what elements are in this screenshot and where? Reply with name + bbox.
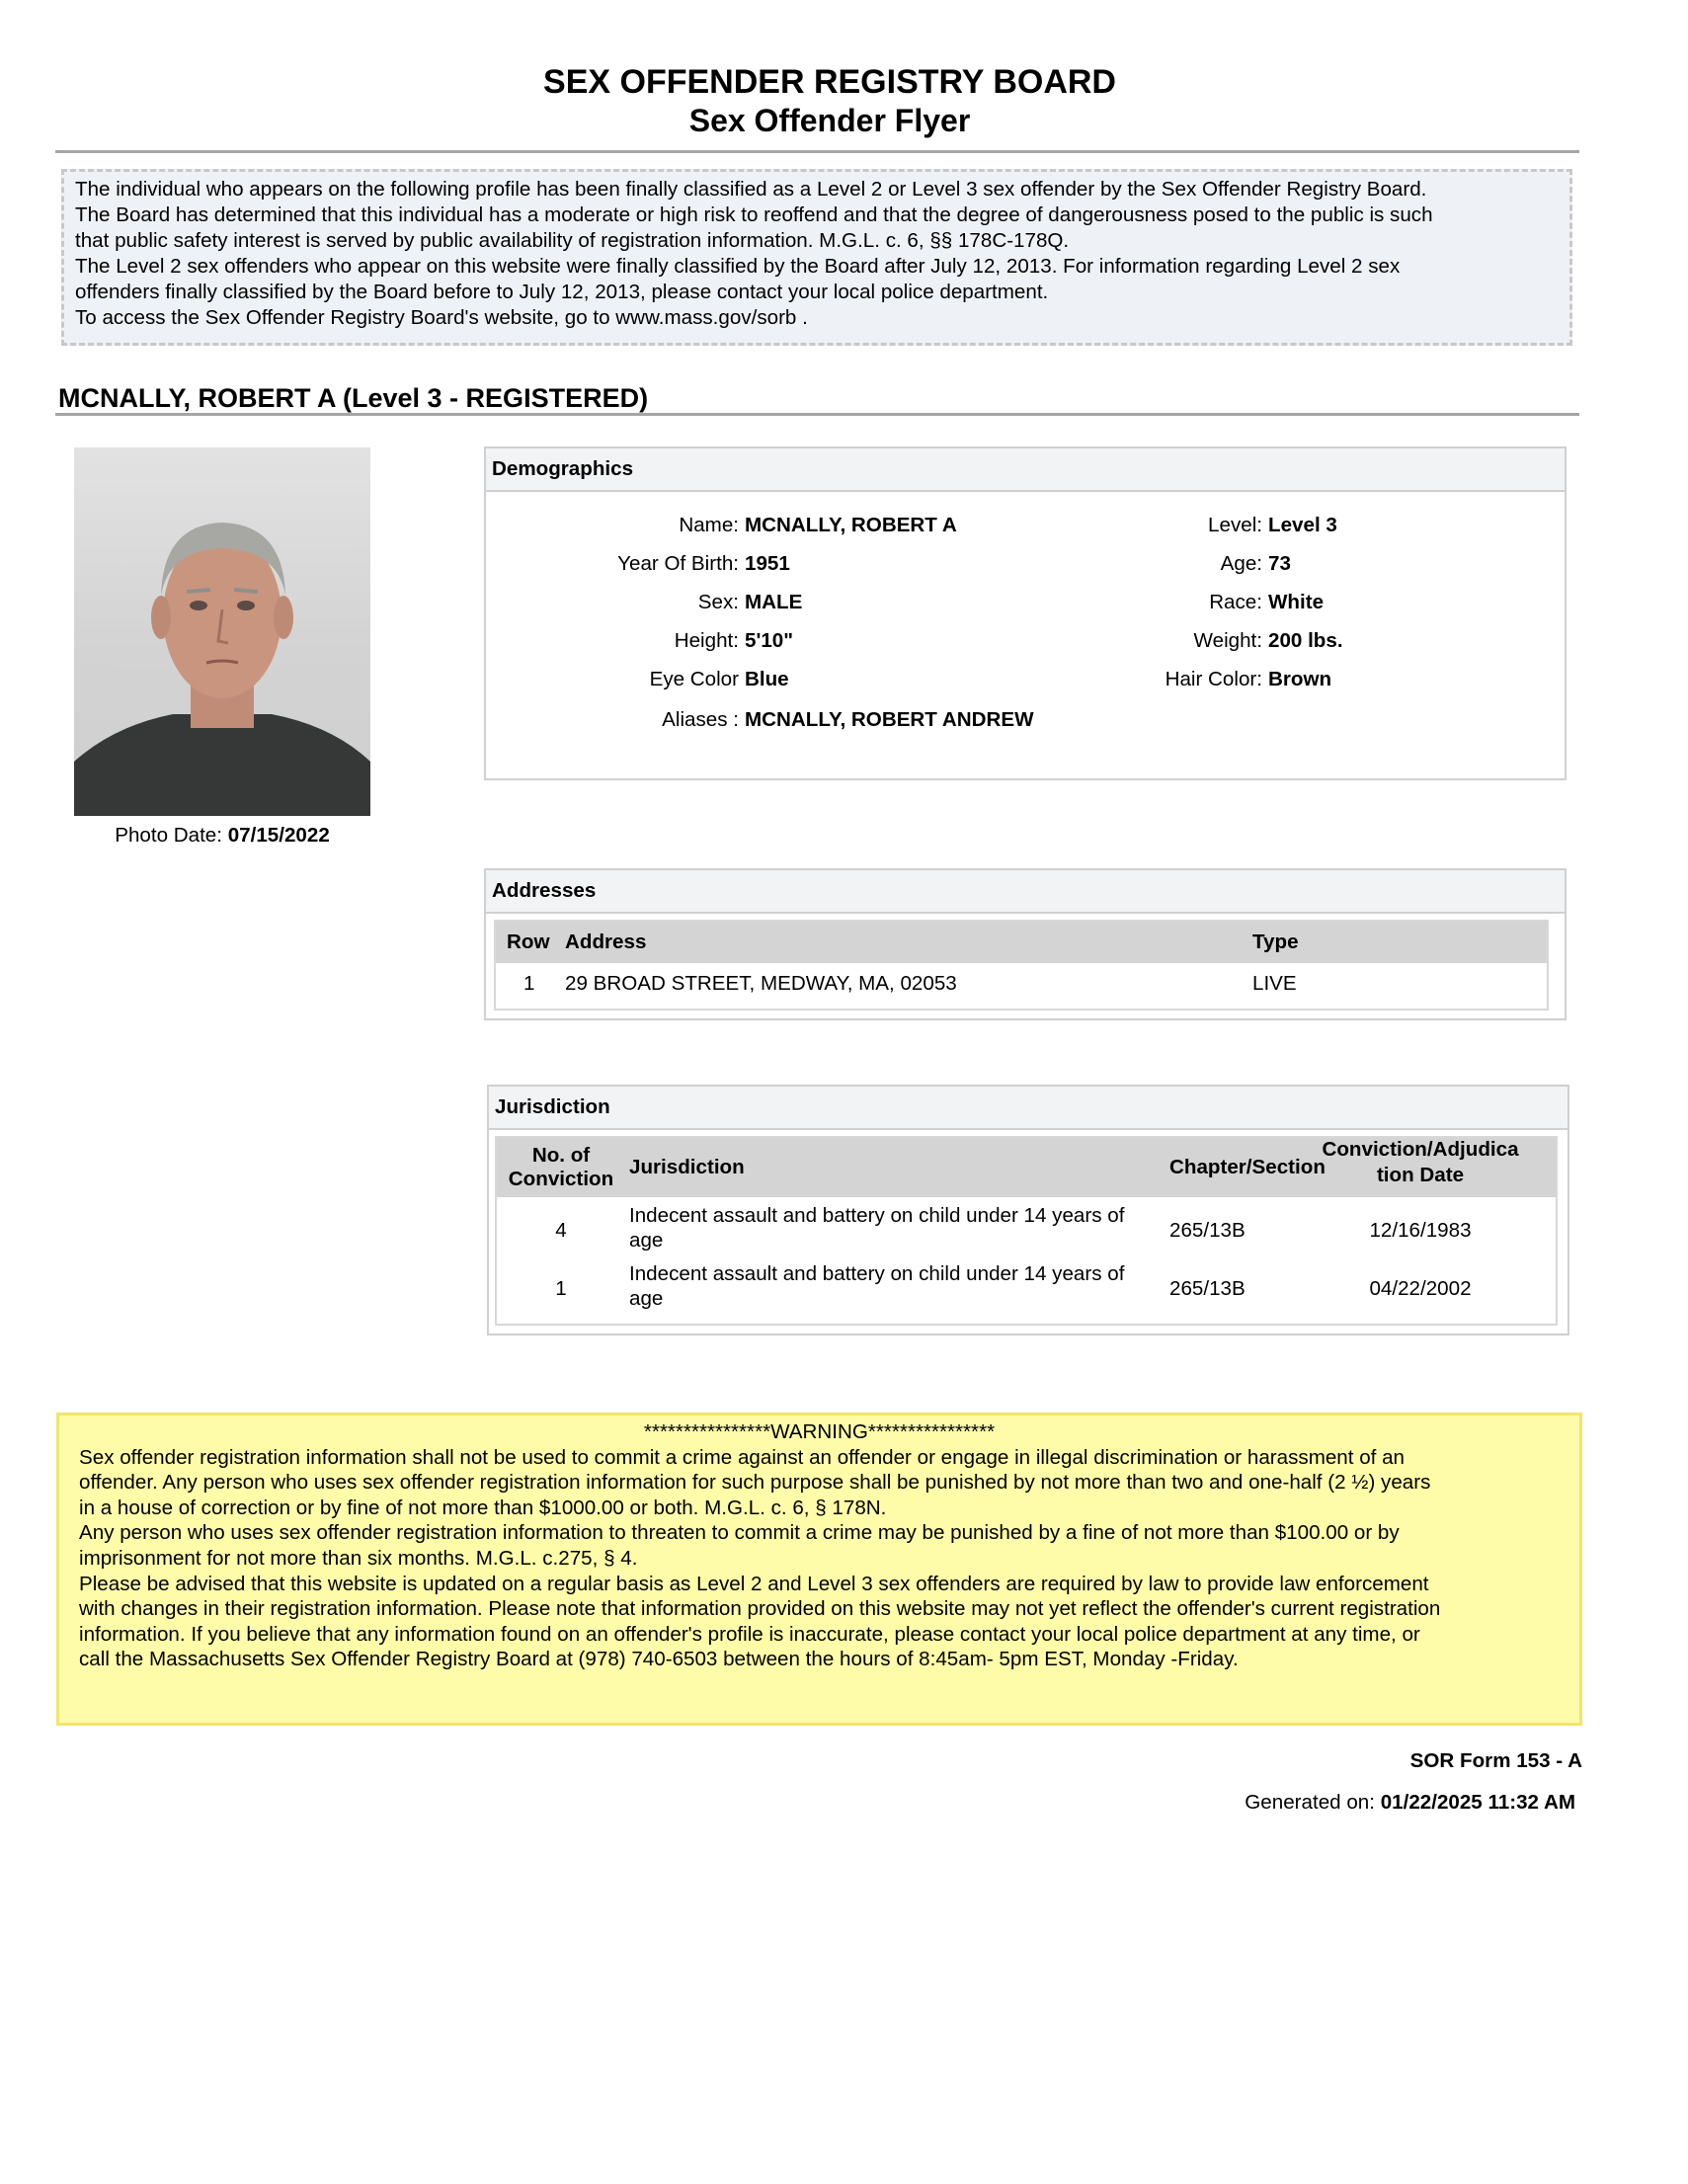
aliases-value: MCNALLY, ROBERT ANDREW — [745, 708, 1034, 731]
age-value: 73 — [1268, 552, 1291, 575]
warning-line: Please be advised that this website is updated on a regular basis as Level 2 and Level 3 sex offenders are required by law to provide law enforcement — [79, 1572, 1429, 1595]
conviction-description-line: age — [629, 1229, 664, 1252]
conviction-date: 04/22/2002 — [1369, 1277, 1472, 1300]
addresses-panel — [484, 868, 1567, 1020]
weight-label: Weight: — [1193, 629, 1262, 652]
warning-line: imprisonment for not more than six months. M.G.L. c.275, § 4. — [79, 1546, 638, 1570]
header-divider — [55, 150, 1579, 153]
warning-line: call the Massachusetts Sex Offender Registry Board at (978) 740-6503 between the hours of 8:45am- 5pm EST, Monday -Friday. — [79, 1648, 1239, 1671]
intro-line: offenders finally classified by the Board before to July 12, 2013, please contact your local police department. — [75, 281, 1049, 303]
yob-value: 1951 — [745, 552, 790, 575]
form-id: SOR Form 153 - A — [1409, 1749, 1582, 1772]
generated-label: Generated on: — [1245, 1791, 1375, 1814]
conviction-count: 1 — [555, 1277, 567, 1300]
sex-value: MALE — [745, 591, 803, 613]
addresses-title: Addresses — [486, 870, 1565, 914]
generated-value: 01/22/2025 11:32 AM — [1380, 1791, 1575, 1814]
address-row-number: 1 — [523, 972, 535, 995]
conviction-date: 12/16/1983 — [1369, 1219, 1472, 1242]
col-address: Address — [565, 930, 647, 953]
eye-color-label: Eye Color — [649, 668, 739, 690]
col-conviction-date-2: tion Date — [1376, 1164, 1465, 1186]
conviction-description — [629, 1261, 1124, 1311]
addresses-table-header — [496, 922, 1547, 963]
conviction-description-line: Indecent assault and battery on child under 14 years of — [629, 1262, 1125, 1285]
col-chapter-section: Chapter/Section — [1169, 1156, 1326, 1178]
address-value: 29 BROAD STREET, MEDWAY, MA, 02053 — [565, 972, 957, 995]
height-value: 5'10" — [745, 629, 794, 652]
intro-line: The individual who appears on the following profile has been finally classified as a Level 2 or Level 3 sex offender by the Sex Offender Registry Board. — [75, 178, 1427, 201]
col-conviction-date — [1287, 1137, 1554, 1188]
portrait-image — [74, 447, 370, 816]
race-value: White — [1268, 591, 1325, 613]
offender-photo — [74, 447, 370, 816]
warning-line: offender. Any person who uses sex offender registration information for such purpose shall be punished by not more than two and one-half (2 ½) years — [79, 1471, 1431, 1495]
col-row: Row — [507, 930, 550, 953]
warning-line: information. If you believe that any information found on an offender's profile is inaccurate, please contact your local police department at any time, or — [79, 1622, 1420, 1646]
conviction-description — [629, 1203, 1124, 1253]
intro-line: To access the Sex Offender Registry Board's website, go to www.mass.gov/sorb . — [75, 306, 808, 329]
col-conviction-count — [497, 1144, 625, 1191]
col-jurisdiction: Jurisdiction — [629, 1156, 745, 1178]
hair-color-label: Hair Color: — [1165, 668, 1262, 690]
aliases-label: Aliases : — [662, 708, 739, 731]
height-label: Height: — [674, 629, 739, 652]
intro-line: The Board has determined that this individual has a moderate or high risk to reoffend and that the degree of dangerousness posed to the public is such — [75, 203, 1433, 226]
addresses-table — [494, 920, 1549, 1011]
demographics-title: Demographics — [486, 448, 1565, 492]
col-conviction-date-1: Conviction/Adjudica — [1322, 1138, 1519, 1161]
warning-line: with changes in their registration information. Please note that information provided on this website may not yet reflect the offender's current registration — [79, 1597, 1441, 1621]
warning-line: Sex offender registration information shall not be used to commit a crime against an offender or engage in illegal discrimination or harassment of an — [79, 1445, 1406, 1469]
sex-label: Sex: — [697, 591, 739, 613]
page-subtitle: Sex Offender Flyer — [688, 103, 971, 138]
offender-heading: MCNALLY, ROBERT A (Level 3 - REGISTERED) — [58, 383, 649, 413]
age-label: Age: — [1220, 552, 1262, 575]
photo-date-value: 07/15/2022 — [227, 824, 330, 847]
col-conviction-count-1: No. of — [531, 1144, 591, 1167]
intro-notice — [61, 169, 1572, 346]
generated-timestamp — [1245, 1791, 1575, 1815]
offender-divider — [55, 413, 1579, 416]
warning-box — [56, 1413, 1582, 1726]
level-label: Level: — [1208, 514, 1262, 536]
jurisdiction-table — [495, 1136, 1558, 1326]
demographics-panel — [484, 446, 1567, 780]
photo-date — [74, 824, 370, 848]
conviction-count: 4 — [555, 1219, 567, 1242]
photo-date-label: Photo Date: — [115, 824, 222, 847]
jurisdiction-title: Jurisdiction — [489, 1087, 1567, 1130]
address-type: LIVE — [1252, 972, 1297, 995]
conviction-description-line: Indecent assault and battery on child under 14 years of — [629, 1204, 1125, 1227]
weight-value: 200 lbs. — [1268, 629, 1343, 652]
conviction-chapter: 265/13B — [1169, 1219, 1246, 1242]
warning-line: Any person who uses sex offender registration information to threaten to commit a crime may be punished by a fine of not more than $100.00 or by — [79, 1521, 1400, 1545]
level-value: Level 3 — [1268, 514, 1337, 536]
conviction-description-line: age — [629, 1287, 664, 1310]
warning-line: in a house of correction or by fine of not more than $1000.00 or both. M.G.L. c. 6, § 178N. — [79, 1496, 887, 1519]
warning-title: ****************WARNING**************** — [643, 1420, 996, 1443]
name-value: MCNALLY, ROBERT A — [745, 514, 957, 536]
jurisdiction-table-header — [497, 1138, 1556, 1197]
race-label: Race: — [1209, 591, 1262, 613]
jurisdiction-panel — [487, 1085, 1569, 1335]
yob-label: Year Of Birth: — [617, 552, 739, 575]
page-title: SEX OFFENDER REGISTRY BOARD — [543, 63, 1116, 101]
intro-line: that public safety interest is served by public availability of registration information. M.G.L. c. 6, §§ 178C-178Q. — [75, 229, 1070, 252]
eye-color-value: Blue — [745, 668, 789, 690]
col-type: Type — [1252, 930, 1299, 953]
name-label: Name: — [679, 514, 739, 536]
intro-line: The Level 2 sex offenders who appear on this website were finally classified by the Board after July 12, 2013. For information regarding Level 2 sex — [75, 255, 1401, 278]
col-conviction-count-2: Conviction — [508, 1168, 614, 1190]
conviction-chapter: 265/13B — [1169, 1277, 1246, 1300]
hair-color-value: Brown — [1268, 668, 1332, 690]
